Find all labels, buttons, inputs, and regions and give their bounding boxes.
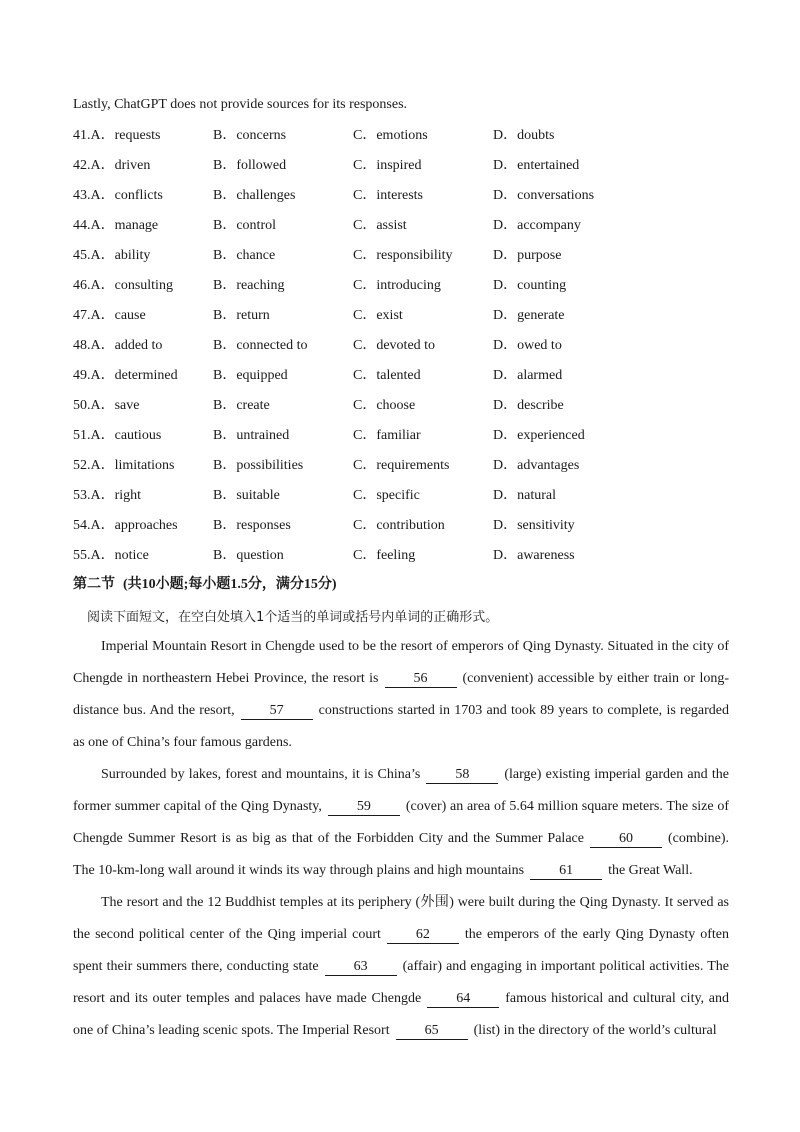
option-row [73,214,733,244]
question-number: 53. [73,488,91,503]
option-d: D．purpose [493,248,562,263]
option-row [73,364,733,394]
paragraph-1: Imperial Mountain Resort in Chengde used to be the resort of emperors of Qing Dynasty. Situated in the city of Chengde in northeastern Hebei Province, the resort is 56 (convenient) accessible by either train or long-distance bus. And the resort, 57 constructions started in 1703 and took 89 years to complete, is regarded as one of China’s four famous gardens. [73,639,730,750]
option-a: A．limitations [90,458,175,473]
option-b: B．return [213,308,270,323]
option-a: A．notice [90,548,149,563]
question-number: 43. [73,188,91,203]
option-d: D．advantages [493,458,580,473]
option-a: A．ability [90,248,151,263]
option-d: D．counting [493,278,567,293]
option-b: B．control [213,218,276,233]
option-a: A．cause [90,308,146,323]
option-b: B．question [213,548,284,563]
option-row [73,154,733,184]
option-b: B．chance [213,248,276,263]
question-number: 52. [73,458,91,473]
option-a: A．save [90,398,140,413]
section-heading [73,573,337,593]
option-c: C．inspired [353,158,422,173]
option-a: A．determined [90,368,178,383]
question-number: 55. [73,548,91,563]
option-row [73,124,733,154]
paragraph-3: The resort and the 12 Buddhist temples at its periphery (外围) were built during the Qing Dynasty. It served as the second political center of the Qing imperial court 62 the emperors of the early Qing Dynasty often spent their summers there, conducting state 63 (affair) and engaging in important political activities. The resort and its outer temples and palaces have made Chengde 64 famous historical and cultural city, and one of China’s leading scenic spots. The Imperial Resort 65 (list) in the directory of the world’s cultural [73,895,729,1038]
option-b: B．possibilities [213,458,304,473]
option-a: A．driven [90,158,151,173]
option-a: A．requests [90,128,161,143]
option-row [73,244,733,274]
option-c: C．exist [353,308,403,323]
blank-61: 61 [530,863,602,880]
blank-60: 60 [590,831,662,848]
passage [73,631,729,1047]
option-b: B．concerns [213,128,287,143]
options-list [73,124,733,574]
option-c: C．requirements [353,458,450,473]
option-b: B．responses [213,518,291,533]
blank-62: 62 [387,927,459,944]
section-detail: (共10小题;每小题1.5分，满分15分) [123,577,337,592]
option-d: D．awareness [493,548,575,563]
option-d: D．generate [493,308,565,323]
blank-57: 57 [241,703,313,720]
option-row [73,514,733,544]
option-c: C．introducing [353,278,441,293]
option-row [73,394,733,424]
option-a: A．added to [90,338,163,353]
question-number: 50. [73,398,91,413]
blank-58: 58 [426,767,498,784]
section-title: 第二节 [73,577,115,592]
option-b: B．create [213,398,270,413]
blank-59: 59 [328,799,400,816]
option-row [73,334,733,364]
section-instruction: 阅读下面短文，在空白处填入1个适当的单词或括号内单词的正确形式。 [87,610,499,625]
option-a: A．approaches [90,518,178,533]
option-d: D．accompany [493,218,581,233]
option-row [73,424,733,454]
option-c: C．contribution [353,518,445,533]
option-d: D．natural [493,488,556,503]
option-b: B．challenges [213,188,296,203]
blank-63: 63 [325,959,397,976]
question-number: 44. [73,218,91,233]
blank-64: 64 [427,991,499,1008]
option-d: D．conversations [493,188,595,203]
option-d: D．entertained [493,158,580,173]
option-row [73,274,733,304]
option-b: B．untrained [213,428,290,443]
option-d: D．doubts [493,128,555,143]
question-number: 45. [73,248,91,263]
option-b: B．followed [213,158,287,173]
option-row [73,484,733,514]
option-row [73,544,733,574]
option-c: C．interests [353,188,423,203]
option-a: A．consulting [90,278,173,293]
paragraph-2: Surrounded by lakes, forest and mountains, it is China’s 58 (large) existing imperial garden and the former summer capital of the Qing Dynasty, 59 (cover) an area of 5.64 million square meters. The size of Chengde Summer Resort is as big as that of the Forbidden City and the Summer Palace 60 (combine). The 10-km-long wall around it winds its way through plains and high mountains 61 the Great Wall. [73,767,729,878]
option-c: C．devoted to [353,338,436,353]
option-a: A．cautious [90,428,162,443]
question-number: 42. [73,158,91,173]
option-b: B．suitable [213,488,280,503]
option-c: C．choose [353,398,416,413]
blank-56: 56 [385,671,457,688]
option-d: D．owed to [493,338,562,353]
option-a: A．conflicts [90,188,163,203]
option-c: C．emotions [353,128,428,143]
option-c: C．specific [353,488,420,503]
blank-65: 65 [396,1023,468,1040]
option-c: C．feeling [353,548,416,563]
option-d: D．alarmed [493,368,563,383]
option-b: B．equipped [213,368,288,383]
question-number: 54. [73,518,91,533]
option-c: C．responsibility [353,248,453,263]
option-row [73,304,733,334]
option-a: A．manage [90,218,159,233]
question-number: 46. [73,278,91,293]
option-a: A．right [90,488,142,503]
question-number: 51. [73,428,91,443]
option-d: D．describe [493,398,564,413]
option-b: B．reaching [213,278,285,293]
intro-line: Lastly, ChatGPT does not provide sources for its responses. [73,97,408,112]
option-row [73,454,733,484]
option-d: D．experienced [493,428,585,443]
question-number: 41. [73,128,91,143]
question-number: 47. [73,308,91,323]
option-c: C．talented [353,368,421,383]
question-number: 48. [73,338,91,353]
option-c: C．assist [353,218,407,233]
option-row [73,184,733,214]
option-d: D．sensitivity [493,518,575,533]
question-number: 49. [73,368,91,383]
option-b: B．connected to [213,338,308,353]
option-c: C．familiar [353,428,421,443]
